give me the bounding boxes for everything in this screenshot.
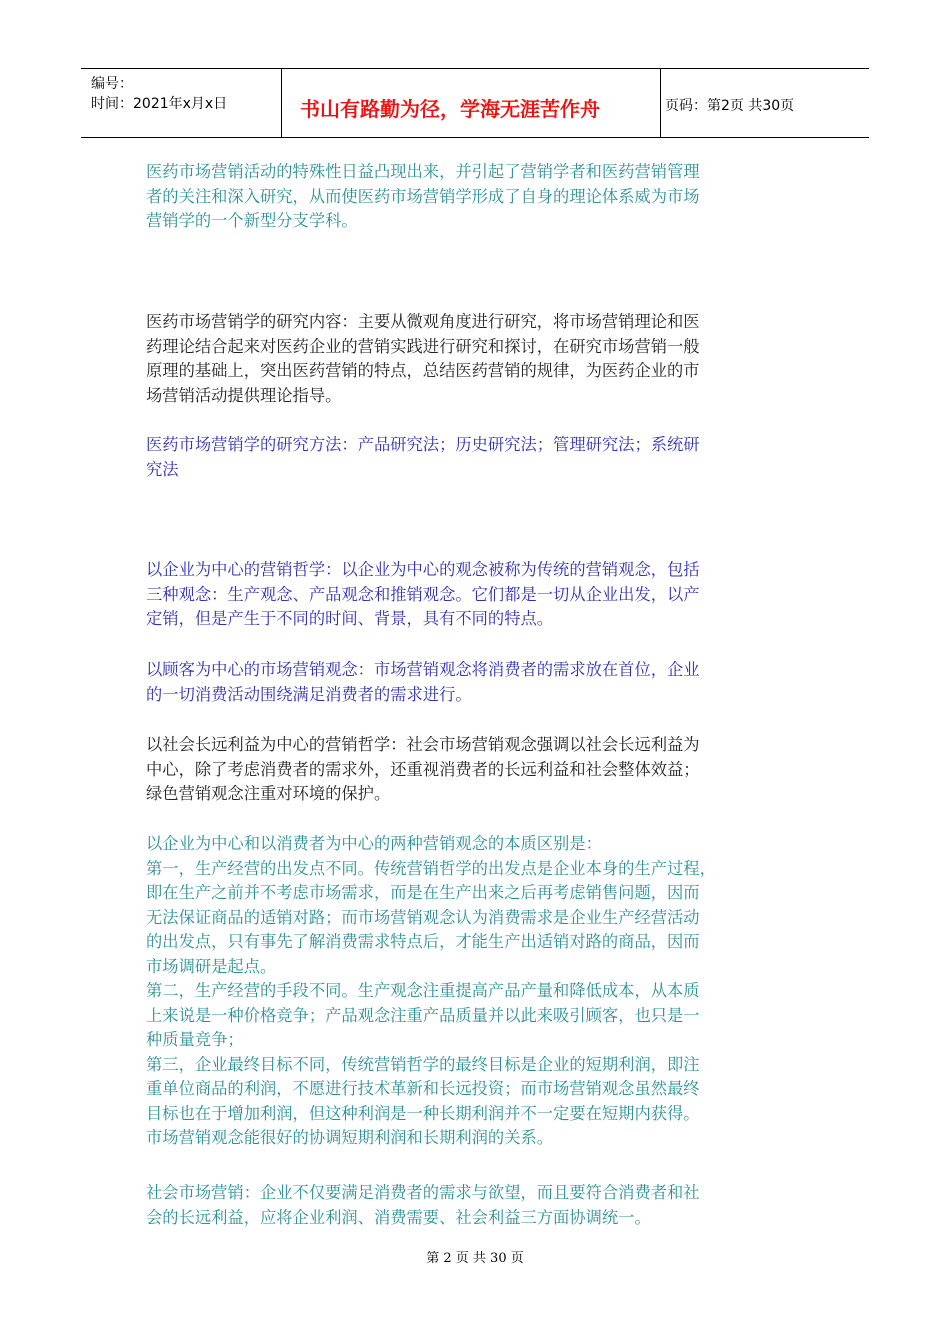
motto: 书山有路勤为径，学海无涯苦作舟 xyxy=(300,97,600,121)
page-header xyxy=(81,68,869,138)
paragraph-research-methods: 医药市场营销学的研究方法：产品研究法；历史研究法；管理研究法；系统研 究法 xyxy=(146,435,700,479)
header-motto-cell xyxy=(281,69,661,137)
header-page-number: 页码：第2页 共30页 xyxy=(665,98,795,114)
header-info-cell xyxy=(81,69,282,137)
time-label: 时间：2021年x月x日 xyxy=(91,96,228,112)
paragraph-intro: 医药市场营销活动的特殊性日益凸现出来，并引起了营销学者和医药营销管理 者的关注和深入研究，从而使医药市场营销学形成了自身的理论体系威为市场 营销学的一个新型分支学科。 xyxy=(146,162,700,230)
paragraph-society-centered: 以社会长远利益为中心的营销哲学：社会市场营销观念强调以社会长远利益为 中心，除了考虑消费者的需求外，还重视消费者的长远利益和社会整体效益； 绿色营销观念注重对环境的保护。 xyxy=(146,735,700,803)
number-label: 编号： xyxy=(91,76,133,92)
paragraph-customer-centered: 以顾客为中心的市场营销观念：市场营销观念将消费者的需求放在首位，企业 的一切消费活动围绕满足消费者的需求进行。 xyxy=(146,660,700,704)
paragraph-social-marketing: 社会市场营销：企业不仅要满足消费者的需求与欲望，而且要符合消费者和社 会的长远利益，应将企业利润、消费需要、社会利益三方面协调统一。 xyxy=(146,1183,700,1227)
page-footer: 第 2 页 共 30 页 xyxy=(426,1251,524,1266)
header-page-cell xyxy=(661,69,869,137)
paragraph-enterprise-centered: 以企业为中心的营销哲学：以企业为中心的观念被称为传统的营销观念，包括 三种观念：生产观念、产品观念和推销观念。它们都是一切从企业出发，以产 定销，但是产生于不同的时间、背景，具有不同的特点。 xyxy=(146,560,700,628)
paragraph-essential-differences: 以企业为中心和以消费者为中心的两种营销观念的本质区别是： 第一，生产经营的出发点不同。传统营销哲学的出发点是企业本身的生产过程， 即在生产之前并不考虑市场需求，而是在生产出来之后再考虑销售问题，因而 无法保证商品的适销对路；而市场营销观念认为消费需求是企业生产经营活动 的出发点，只有事先了解消费需求特点后，才能生产出适销对路的商品，因而 市场调研是起点。 第二，生产经营的手段不同。生产观念注重提高产品产量和降低成本，从本质 上来说是一种价格竞争；产品观念注重产品质量并以此来吸引顾客，也只是一 种质量竞争； 第三，企业最终目标不同，传统营销哲学的最终目标是企业的短期利润，即注 重单位商品的利润，不愿进行技术革新和长远投资；而市场营销观念虽然最终 目标也在于增加利润，但这种利润是一种长期利润并不一定要在短期内获得。 市场营销观念能很好的协调短期利润和长期利润的关系。 xyxy=(146,834,716,1147)
paragraph-research-content: 医药市场营销学的研究内容：主要从微观角度进行研究，将市场营销理论和医 药理论结合起来对医药企业的营销实践进行研究和探讨，在研究市场营销一般 原理的基础上，突出医药营销的特点，总结医药营销的规律，为医药企业的市 场营销活动提供理论指导。 xyxy=(146,312,700,405)
